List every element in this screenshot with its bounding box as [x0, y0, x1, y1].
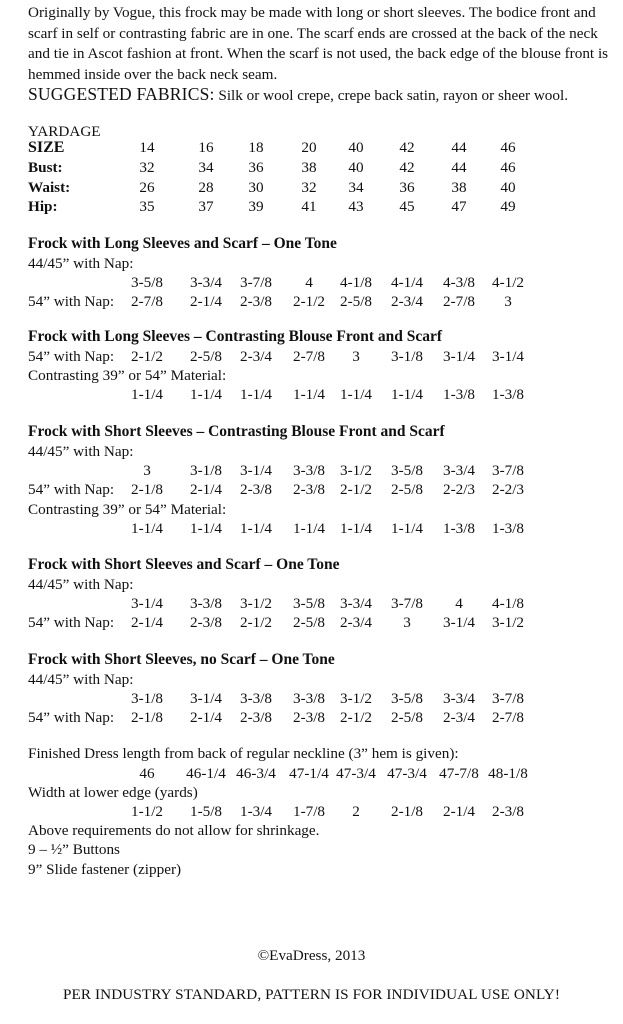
yardage-line-value: 2-3/8 [239, 481, 273, 499]
finished-length-row-value: 47-7/8 [439, 765, 479, 782]
finished-width-heading [0, 784, 623, 804]
yardage-line-value: 1-1/4 [189, 519, 223, 537]
finished-length-row-value: 47-3/4 [387, 765, 427, 782]
finished-width-row-value: 1-7/8 [292, 803, 326, 820]
yardage-line-value: 3-1/4 [189, 690, 223, 708]
yardage-line-label: 54” with Nap: [28, 481, 115, 499]
measurement-row-value: 30 [248, 179, 264, 196]
measurement-row-value: 43 [348, 198, 364, 215]
measurement-row-value: 42 [399, 159, 415, 176]
yardage-line-value: 3-1/8 [390, 348, 424, 365]
measurement-row-value: 14 [139, 139, 155, 156]
yardage-line-value: 2-5/8 [339, 293, 373, 311]
yardage-line [0, 501, 623, 521]
finished-length-row-value: 46 [139, 765, 155, 782]
suggested-fabrics [28, 84, 623, 106]
measurement-row-value: 44 [451, 139, 467, 156]
yardage-line [0, 367, 623, 387]
measurement-row-value: 46 [500, 139, 516, 156]
yardage-line-value: 3-1/4 [130, 595, 164, 613]
yardage-line-value: 1-1/4 [292, 519, 326, 537]
yardage-line-value: 1-1/4 [339, 519, 373, 537]
yardage-line-value: 2-1/4 [189, 709, 223, 727]
finished-width-heading-label: Width at lower edge (yards) [28, 784, 198, 801]
yardage-line-value: 3-5/8 [292, 595, 326, 613]
yardage-line [0, 690, 623, 710]
yardage-line-value: 3-1/2 [239, 595, 273, 613]
yardage-line-value: 2-3/4 [339, 614, 373, 632]
yardage-line-value: 2-3/8 [189, 614, 223, 632]
measurement-row [0, 198, 623, 218]
yardage-line-value: 2-3/8 [239, 293, 273, 311]
finished-width-row-value: 1-1/2 [130, 803, 164, 820]
measurement-row-value: 16 [198, 139, 214, 156]
measurement-row [0, 139, 623, 159]
yardage-line-value: 4-1/8 [491, 595, 525, 613]
measurement-row-value: 34 [348, 179, 364, 196]
yardage-line-value: 3-5/8 [390, 690, 424, 708]
finished-width-row [0, 803, 623, 823]
yardage-line-value: 1-3/8 [491, 519, 525, 537]
measurement-row-value: 47 [451, 198, 467, 215]
yardage-line-value: 4-1/8 [339, 274, 373, 292]
finished-length-row-value: 46-3/4 [236, 765, 276, 782]
finished-width-row-value: 2-1/8 [390, 803, 424, 820]
yardage-line-value: 3-7/8 [491, 690, 525, 708]
finished-length-heading-label: Finished Dress length from back of regular neckline (3” hem is given): [28, 745, 459, 762]
usage-notice: PER INDUSTRY STANDARD, PATTERN IS FOR INDIVIDUAL USE ONLY! [62, 986, 561, 1003]
measurement-row-value: 34 [198, 159, 214, 176]
yardage-line-value: 3-1/4 [442, 614, 476, 632]
yardage-line-label: 54” with Nap: [28, 709, 115, 727]
intro-paragraph: Originally by Vogue, this frock may be made with long or short sleeves. The bodice front and scarf in self or contrasting fabric are in one. The scarf ends are crossed at the back of the neck and tie in Ascot fashion at front. When the scarf is not used, the back edge of the blouse front is hemmed inside over the back neck seam. [28, 4, 609, 83]
yardage-line [0, 274, 623, 294]
measurement-row-value: 32 [139, 159, 155, 176]
measurement-row-label: Hip: [28, 198, 58, 215]
measurement-row-label: SIZE [28, 139, 65, 156]
yardage-line-label: 44/45” with Nap: [28, 576, 134, 593]
measurement-row-value: 40 [348, 159, 364, 176]
yardage-line-value: 2-1/4 [189, 481, 223, 499]
yardage-line-label: 54” with Nap: [28, 348, 115, 365]
yardage-line-value: 3-3/4 [442, 462, 476, 480]
copyright: ©EvaDress, 2013 [257, 947, 366, 964]
measurement-row-value: 44 [451, 159, 467, 176]
yardage-title: YARDAGE [28, 123, 101, 140]
measurement-row-value: 20 [301, 139, 317, 156]
yardage-line-value: 1-1/4 [390, 386, 424, 404]
yardage-line-value: 3-3/8 [292, 462, 326, 480]
yardage-line-value: 2-7/8 [442, 293, 476, 311]
section-heading: Frock with Short Sleeves – Contrasting Blouse Front and Scarf [28, 423, 445, 440]
yardage-line-label: 54” with Nap: [28, 614, 115, 632]
yardage-line-value: 3-1/2 [491, 614, 525, 632]
yardage-line-value: 1-1/4 [390, 519, 424, 537]
yardage-line-value: 2-5/8 [292, 614, 326, 632]
yardage-line-value: 4-3/8 [442, 274, 476, 292]
measurement-row-value: 41 [301, 198, 317, 215]
note-line: 9 – ½” Buttons [28, 841, 120, 859]
finished-width-row-value: 1-5/8 [189, 803, 223, 820]
yardage-line-value: 2-3/8 [292, 481, 326, 499]
yardage-line-value: 4 [305, 274, 313, 292]
finished-width-row-value: 2-1/4 [442, 803, 476, 820]
measurement-row-value: 45 [399, 198, 415, 215]
yardage-line-value: 2-7/8 [130, 293, 164, 311]
yardage-line-value: 2-3/8 [292, 709, 326, 727]
yardage-line [0, 709, 623, 729]
yardage-line-value: 3-7/8 [239, 274, 273, 292]
section-heading: Frock with Long Sleeves and Scarf – One Tone [28, 235, 337, 252]
yardage-line-value: 3-1/8 [189, 462, 223, 480]
section-heading: Frock with Short Sleeves and Scarf – One Tone [28, 556, 340, 573]
yardage-line-value: 2-1/2 [130, 348, 164, 365]
yardage-line-value: 3 [504, 293, 512, 311]
measurement-row-value: 36 [399, 179, 415, 196]
yardage-line-value: 2-3/8 [239, 709, 273, 727]
yardage-line-value: 2-7/8 [292, 348, 326, 365]
yardage-line-value: 2-1/4 [189, 293, 223, 311]
yardage-line-value: 2-5/8 [390, 481, 424, 499]
yardage-line-label: Contrasting 39” or 54” Material: [28, 367, 227, 385]
note-line: 9” Slide fastener (zipper) [28, 860, 182, 878]
measurement-row-value: 28 [198, 179, 214, 196]
yardage-line-value: 4-1/2 [491, 274, 525, 292]
yardage-line-value: 3-5/8 [390, 462, 424, 480]
suggested-fabrics-label: SUGGESTED FABRICS: [28, 84, 215, 104]
measurement-row [0, 159, 623, 179]
yardage-line-value: 1-3/8 [442, 386, 476, 404]
yardage-line-value: 1-1/4 [339, 386, 373, 404]
yardage-line-value: 3-3/8 [189, 595, 223, 613]
yardage-line-value: 3-3/8 [292, 690, 326, 708]
measurement-row [0, 179, 623, 199]
yardage-line [0, 576, 623, 596]
yardage-line-value: 3-3/4 [442, 690, 476, 708]
yardage-line [0, 520, 623, 540]
yardage-line-value: 2-1/4 [130, 614, 164, 632]
finished-length-row-value: 47-1/4 [289, 765, 329, 782]
measurement-row-value: 40 [348, 139, 364, 156]
yardage-line [0, 348, 623, 368]
yardage-line-value: 3-5/8 [130, 274, 164, 292]
yardage-line-label: Contrasting 39” or 54” Material: [28, 500, 227, 518]
yardage-line-value: 2-2/3 [442, 481, 476, 499]
yardage-line-value: 3-3/4 [189, 274, 223, 292]
yardage-line-value: 1-1/4 [130, 386, 164, 404]
yardage-line-value: 3-1/2 [339, 462, 373, 480]
yardage-line-value: 2-5/8 [390, 709, 424, 727]
measurement-row-value: 46 [500, 159, 516, 176]
measurement-row-value: 38 [301, 159, 317, 176]
yardage-line-value: 2-1/8 [130, 481, 164, 499]
yardage-line-value: 3-1/4 [442, 348, 476, 365]
yardage-line-value: 3-1/8 [130, 690, 164, 708]
yardage-line-value: 3-7/8 [390, 595, 424, 613]
yardage-line-value: 2-3/4 [239, 348, 273, 365]
measurement-row-value: 38 [451, 179, 467, 196]
finished-width-row-value: 2-3/8 [491, 803, 525, 820]
finished-width-row-value: 2 [352, 803, 360, 820]
yardage-line-value: 3 [352, 348, 360, 365]
suggested-fabrics-text: Silk or wool crepe, crepe back satin, rayon or sheer wool. [214, 87, 568, 104]
yardage-line-value: 1-1/4 [239, 386, 273, 404]
measurement-row-label: Bust: [28, 159, 63, 176]
yardage-line-value: 2-3/4 [390, 293, 424, 311]
measurement-row-value: 42 [399, 139, 415, 156]
yardage-line-value: 3-1/4 [239, 462, 273, 480]
yardage-line-value: 3-1/4 [491, 348, 525, 365]
yardage-line-value: 3-3/8 [239, 690, 273, 708]
finished-length-row-value: 47-3/4 [336, 765, 376, 782]
section-heading: Frock with Short Sleeves, no Scarf – One Tone [28, 651, 335, 668]
yardage-line-value: 2-3/4 [442, 709, 476, 727]
yardage-line-label: 44/45” with Nap: [28, 255, 134, 272]
yardage-line-value: 2-1/8 [130, 709, 164, 727]
yardage-line-value: 2-2/3 [491, 481, 525, 499]
yardage-line-value: 2-1/2 [292, 293, 326, 311]
measurement-row-value: 37 [198, 198, 214, 215]
yardage-line-value: 2-7/8 [491, 709, 525, 727]
yardage-line-label: 44/45” with Nap: [28, 443, 134, 460]
yardage-line [0, 386, 623, 406]
yardage-line-value: 3 [403, 614, 411, 632]
yardage-line [0, 293, 623, 313]
yardage-line-value: 3-3/4 [339, 595, 373, 613]
yardage-line-label: 44/45” with Nap: [28, 671, 134, 688]
measurement-row-label: Waist: [28, 179, 71, 196]
yardage-line-value: 3-1/2 [339, 690, 373, 708]
measurement-row-value: 49 [500, 198, 516, 215]
finished-width-row-value: 1-3/4 [239, 803, 273, 820]
yardage-line-value: 2-5/8 [189, 348, 223, 365]
yardage-line [0, 443, 623, 463]
yardage-line-value: 2-1/2 [339, 481, 373, 499]
measurement-row-value: 35 [139, 198, 155, 215]
measurement-row-value: 40 [500, 179, 516, 196]
yardage-line [0, 462, 623, 482]
yardage-line [0, 671, 623, 691]
measurement-row-value: 26 [139, 179, 155, 196]
yardage-line-value: 3 [143, 462, 151, 480]
yardage-line-value: 2-1/2 [339, 709, 373, 727]
measurement-row-value: 18 [248, 139, 264, 156]
yardage-line-value: 2-1/2 [239, 614, 273, 632]
yardage-line-value: 3-7/8 [491, 462, 525, 480]
yardage-line-label: 54” with Nap: [28, 293, 115, 311]
finished-length-row-value: 46-1/4 [186, 765, 226, 782]
finished-length-row [0, 765, 623, 785]
yardage-line [0, 595, 623, 615]
measurement-row-value: 36 [248, 159, 264, 176]
yardage-line-value: 4-1/4 [390, 274, 424, 292]
measurement-row-value: 32 [301, 179, 317, 196]
measurement-row-value: 39 [248, 198, 264, 215]
section-heading: Frock with Long Sleeves – Contrasting Blouse Front and Scarf [28, 328, 443, 345]
yardage-line-value: 4 [455, 595, 463, 613]
yardage-line-value: 1-1/4 [130, 519, 164, 537]
yardage-line-value: 1-1/4 [239, 519, 273, 537]
yardage-line [0, 614, 623, 634]
yardage-line-value: 1-1/4 [292, 386, 326, 404]
yardage-line-value: 1-1/4 [189, 386, 223, 404]
yardage-line-value: 1-3/8 [491, 386, 525, 404]
note-line: Above requirements do not allow for shrinkage. [28, 822, 320, 839]
yardage-line-value: 1-3/8 [442, 519, 476, 537]
yardage-line [0, 481, 623, 501]
finished-length-row-value: 48-1/8 [488, 765, 528, 782]
yardage-line [0, 255, 623, 275]
finished-length-heading [0, 745, 623, 765]
